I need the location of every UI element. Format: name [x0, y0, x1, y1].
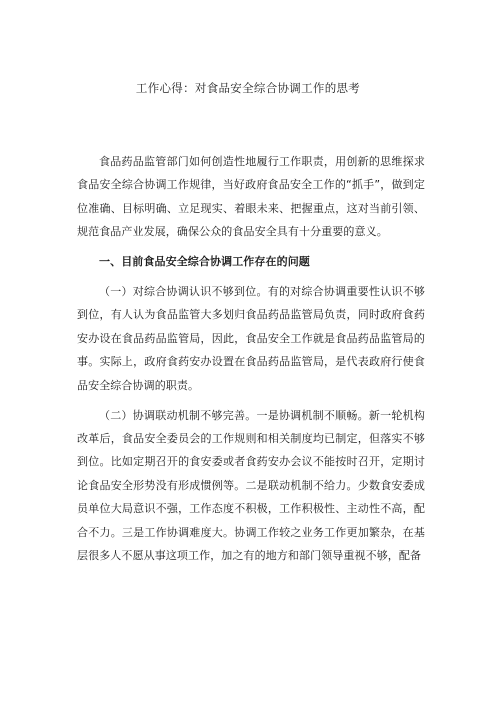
item-paragraph-2: （二）协调联动机制不够完善。一是协调机制不顺畅。新一轮机构改革后，食品安全委员会的工作规则和相关制度均已制定，但落实不够到位。比如定期召开的食安委或者食药安办会议不能按时召开，定期讨论食品安全形势没有形成惯例等。二是联动机制不给力。少数食安委成员单位大局意识不强，工作态度不积极，工作积极性、主动性不高，配合不力。三是工作协调难度大。协调工作较之业务工作更加繁杂，在基层很多人不愿从事这项工作，加之有的地方和部门领导重视不够，配备 — [77, 408, 425, 562]
document-title: 工作心得：对食品安全综合协调工作的思考 — [135, 81, 361, 95]
section-heading: 一、目前食品安全综合协调工作存在的问题 — [99, 255, 310, 269]
item-paragraph-1: （一）对综合协调认识不够到位。有的对综合协调重要性认识不够到位，有人认为食品监管大多划归食品药品监管局负责，同时政府食药安办设在食品药品监管局，因此，食品安全工作就是食品药品监管局的事。实际上，政府食药安办设置在食品药品监管局，是代表政府行使食品安全综合协调的职责。 — [77, 285, 425, 392]
document-body — [77, 150, 425, 574]
intro-paragraph: 食品药品监管部门如何创造性地履行工作职责，用创新的思维探求食品安全综合协调工作规律，当好政府食品安全工作的“抓手”，做到定位准确、目标明确、立足现实、着眼未来、把握重点，这对当前引领、规范食品产业发展，确保公众的食品安全具有十分重要的意义。 — [77, 155, 425, 239]
